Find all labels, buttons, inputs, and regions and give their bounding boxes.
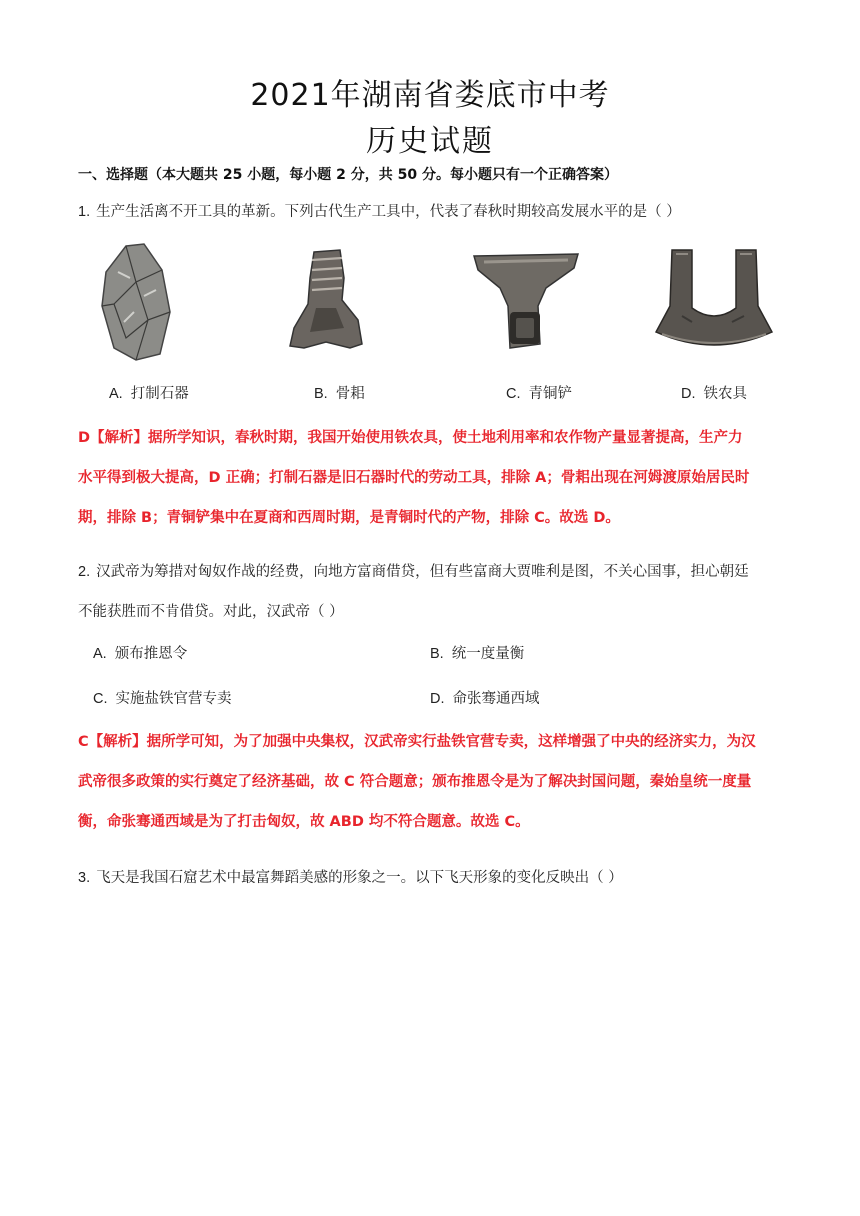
- analysis-line: D【解析】据所学知识，春秋时期，我国开始使用铁农具，使土地利用率和农作物产量显著提高，生产力: [78, 430, 743, 446]
- analysis-line: 水平得到极大提高，D 正确；打制石器是旧石器时代的劳动工具，排除 A；骨耜出现在河姆渡原始居民时: [78, 470, 750, 486]
- q2-option-b[interactable]: B. 统一度量衡: [430, 646, 525, 662]
- question-text: 生产生活离不开工具的革新。下列古代生产工具中，代表了春秋时期较高发展水平的是（ ）: [96, 204, 681, 220]
- q1-option-d[interactable]: D. 铁农具: [681, 386, 747, 402]
- question-text-line: 汉武帝为筹措对匈奴作战的经费，向地方富商借贷，但有些富商大贾唯利是图，不关心国事，担心朝廷: [96, 564, 749, 580]
- question-1: [78, 192, 786, 232]
- q1-option-b[interactable]: B. 骨耜: [314, 386, 365, 402]
- exam-title: 2021年湖南省娄底市中考: [250, 78, 610, 113]
- bone-spade-icon: [286, 248, 366, 356]
- question-3: [78, 858, 786, 898]
- analysis-line: 期，排除 B；青铜铲集中在夏商和西周时期，是青铜时代的产物，排除 C。故选 D。: [78, 510, 620, 526]
- question-text-line: 不能获胜而不肯借贷。对此，汉武帝（ ）: [78, 604, 344, 620]
- q1-analysis: [78, 418, 784, 538]
- question-number: 2.: [78, 564, 91, 580]
- q2-option-d[interactable]: D. 命张骞通西域: [430, 691, 540, 707]
- q1-option-a[interactable]: A. 打制石器: [109, 386, 189, 402]
- q2-option-c[interactable]: C. 实施盐铁官营专卖: [93, 691, 232, 707]
- exam-subtitle: 历史试题: [366, 124, 494, 159]
- analysis-line: 武帝很多政策的实行奠定了经济基础，故 C 符合题意；颁布推恩令是为了解决封国问题，秦始皇统一度量: [78, 774, 752, 790]
- analysis-line: C【解析】据所学可知，为了加强中央集权，汉武帝实行盐铁官营专卖，这样增强了中央的经济实力，为汉: [78, 734, 756, 750]
- q2-option-a[interactable]: A. 颁布推恩令: [93, 646, 188, 662]
- question-text: 飞天是我国石窟艺术中最富舞蹈美感的形象之一。以下飞天形象的变化反映出（ ）: [96, 870, 623, 886]
- bronze-shovel-icon: [470, 248, 582, 352]
- iron-farm-tool-icon: [652, 246, 776, 356]
- q1-option-c[interactable]: C. 青铜铲: [506, 386, 572, 402]
- question-2: [78, 552, 786, 632]
- chipped-stone-tool-icon: [96, 242, 176, 362]
- q2-analysis: [78, 722, 784, 842]
- question-number: 3.: [78, 870, 91, 886]
- question-number: 1.: [78, 204, 91, 220]
- analysis-line: 衡，命张骞通西域是为了打击匈奴，故 ABD 均不符合题意。故选 C。: [78, 814, 530, 830]
- section-heading: 一、选择题（本大题共 25 小题，每小题 2 分，共 50 分。每小题只有一个正确答案）: [78, 167, 618, 183]
